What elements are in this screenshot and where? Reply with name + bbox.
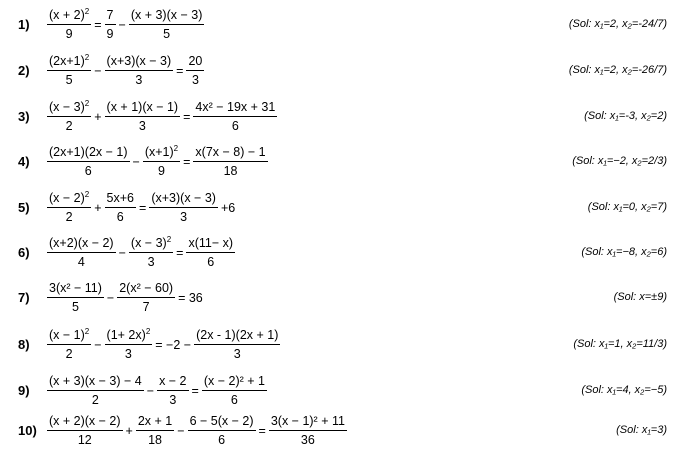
exercise-number: 2)	[18, 63, 30, 78]
operator: +	[94, 200, 102, 215]
operator: =	[183, 109, 191, 124]
operator: = −2 −	[155, 337, 192, 352]
equation	[46, 99, 278, 135]
denominator: 5	[65, 73, 73, 87]
exponent: 2	[84, 327, 90, 336]
numerator	[47, 145, 130, 162]
numerator-text: (x + 3)(x − 3) − 4	[49, 374, 142, 388]
fraction	[149, 191, 218, 225]
numerator-text: 20	[188, 54, 203, 68]
operator: =	[258, 423, 266, 438]
denominator: 2	[65, 210, 73, 224]
solution-text: (Sol: x₁=0, x₂=7)	[587, 201, 667, 213]
fraction	[157, 374, 188, 408]
numerator-text: (x+1)	[144, 145, 174, 159]
fraction	[105, 8, 116, 42]
denominator: 18	[148, 433, 163, 447]
solution-text: (Sol: x₁=4, x₂=−5)	[581, 384, 667, 396]
fraction	[47, 8, 91, 42]
denominator: 36	[300, 433, 315, 447]
denominator: 3	[138, 119, 146, 133]
numerator	[47, 414, 123, 431]
exercise-row	[0, 371, 693, 411]
fraction	[105, 328, 153, 362]
equation	[46, 413, 348, 449]
fraction	[105, 54, 174, 88]
operator: =	[139, 200, 147, 215]
exercise-number: 10)	[18, 423, 37, 438]
exercise-number: 9)	[18, 383, 30, 398]
numerator-text: (2x+1)(2x − 1)	[49, 145, 128, 159]
numerator	[47, 281, 104, 298]
operator: −	[177, 423, 185, 438]
numerator	[47, 374, 144, 391]
denominator: 3	[124, 347, 132, 361]
numerator	[143, 145, 180, 162]
fraction	[186, 236, 235, 270]
denominator: 6	[207, 255, 215, 269]
fraction	[47, 100, 91, 134]
numerator-text: 3(x² − 11)	[49, 281, 102, 295]
numerator-text: 6 − 5(x − 2)	[189, 414, 254, 428]
fraction	[129, 236, 173, 270]
fraction	[143, 145, 180, 179]
fraction	[105, 191, 136, 225]
denominator: 9	[106, 27, 114, 41]
operator: =	[183, 154, 191, 169]
solution-text: (Sol: x₁=−8, x₂=6)	[581, 246, 667, 258]
exercise-row	[0, 233, 693, 273]
numerator	[105, 54, 174, 71]
exponent: 2	[145, 327, 151, 336]
numerator	[129, 236, 173, 253]
numerator	[105, 100, 181, 117]
numerator	[47, 54, 91, 71]
fraction	[47, 281, 104, 315]
numerator-text: (x − 3)	[130, 236, 167, 250]
equation	[46, 235, 236, 271]
numerator	[47, 8, 91, 25]
solution-text: (Sol: x₁=1, x₂=11/3)	[573, 338, 667, 350]
operator: =	[176, 63, 184, 78]
denominator: 2	[65, 347, 73, 361]
exponent: 2	[84, 7, 90, 16]
equation	[46, 190, 237, 226]
denominator: 18	[223, 164, 238, 178]
fraction	[47, 236, 116, 270]
denominator: 9	[65, 27, 73, 41]
operator: +	[94, 109, 102, 124]
numerator	[105, 8, 116, 25]
numerator-text: (x − 3)	[49, 100, 85, 114]
fraction	[193, 145, 267, 179]
operator: −	[106, 290, 115, 305]
exercise-row	[0, 142, 693, 182]
numerator-text: (x + 1)(x − 1)	[106, 100, 179, 114]
numerator-text: (1+ 2x)	[106, 328, 146, 342]
fraction	[117, 281, 175, 315]
numerator-text: 2x + 1	[137, 414, 173, 428]
numerator	[193, 100, 277, 117]
equation	[46, 327, 281, 363]
fraction	[194, 328, 280, 362]
denominator: 12	[77, 433, 92, 447]
exercise-number: 4)	[18, 154, 30, 169]
numerator	[47, 236, 116, 253]
operator: −	[146, 383, 155, 398]
denominator: 7	[142, 300, 150, 314]
fraction	[47, 145, 130, 179]
exercise-number: 1)	[18, 17, 30, 32]
numerator	[157, 374, 188, 391]
fraction	[186, 54, 204, 88]
numerator-text: (x + 3)(x − 3)	[130, 8, 203, 22]
numerator-text: (x − 2)² + 1	[203, 374, 265, 388]
equation	[46, 280, 205, 316]
operator: +	[125, 423, 133, 438]
operator: −	[94, 63, 102, 78]
exercise-row	[0, 5, 693, 45]
numerator-text: (x+3)(x − 3)	[151, 191, 216, 205]
fraction	[105, 100, 181, 134]
numerator	[47, 191, 91, 208]
denominator: 6	[218, 433, 226, 447]
exercise-number: 8)	[18, 337, 30, 352]
numerator	[186, 54, 204, 71]
denominator: 5	[163, 27, 171, 41]
operator: =	[94, 17, 102, 32]
solution-text: (Sol: x₁=-3, x₂=2)	[584, 110, 667, 122]
operator: =	[191, 383, 199, 398]
exercise-number: 5)	[18, 200, 30, 215]
denominator: 2	[91, 393, 99, 407]
operator: =	[176, 245, 184, 260]
numerator-text: (x + 2)	[49, 8, 85, 22]
numerator	[117, 281, 175, 298]
fraction	[47, 191, 91, 225]
numerator	[186, 236, 235, 253]
equation	[46, 53, 205, 89]
denominator: 3	[180, 210, 188, 224]
operator: = 36	[178, 290, 203, 305]
equation	[46, 373, 268, 409]
numerator	[47, 328, 91, 345]
denominator: 9	[157, 164, 165, 178]
fraction	[193, 100, 277, 134]
solution-text: (Sol: x₁=−2, x₂=2/3)	[572, 155, 667, 167]
operator: −	[118, 245, 126, 260]
numerator	[269, 414, 347, 431]
exponent: 2	[173, 144, 179, 153]
numerator-text: 4x² − 19x + 31	[195, 100, 276, 114]
numerator-text: (x − 1)	[49, 328, 85, 342]
denominator: 6	[84, 164, 92, 178]
solution-text: (Sol: x₁=2, x₂=-24/7)	[568, 18, 667, 30]
operator: −	[132, 154, 140, 169]
denominator: 6	[116, 210, 124, 224]
fraction	[129, 8, 205, 42]
exponent: 2	[84, 99, 90, 108]
exercise-row	[0, 278, 693, 318]
numerator-text: 3(x − 1)² + 11	[270, 414, 345, 428]
exponent: 2	[166, 235, 172, 244]
numerator-text: x(7x − 8) − 1	[195, 145, 266, 159]
operator: −	[94, 337, 102, 352]
operator: −	[118, 17, 126, 32]
numerator-text: (x+2)(x − 2)	[49, 236, 114, 250]
numerator	[188, 414, 256, 431]
fraction	[188, 414, 256, 448]
exponent: 2	[84, 53, 90, 62]
denominator: 4	[77, 255, 85, 269]
numerator-text: (x + 2)(x − 2)	[49, 414, 121, 428]
denominator: 2	[65, 119, 73, 133]
fraction	[202, 374, 267, 408]
exercise-row	[0, 51, 693, 91]
denominator: 3	[233, 347, 241, 361]
numerator	[105, 191, 136, 208]
numerator	[193, 145, 267, 162]
numerator-text: (x − 2)	[49, 191, 85, 205]
solution-text: (Sol: x=±9)	[613, 291, 667, 303]
exercise-number: 6)	[18, 245, 30, 260]
numerator-text: 5x+6	[106, 191, 135, 205]
fraction	[269, 414, 347, 448]
numerator	[47, 100, 91, 117]
denominator: 5	[71, 300, 79, 314]
numerator-text: (2x+1)	[49, 54, 85, 68]
numerator	[202, 374, 267, 391]
operator: +6	[220, 200, 236, 215]
exercise-row	[0, 97, 693, 137]
numerator	[194, 328, 280, 345]
numerator-text: 2(x² − 60)	[119, 281, 174, 295]
exercise-number: 3)	[18, 109, 30, 124]
fraction	[47, 374, 144, 408]
solution-text: (Sol: x₁=3)	[616, 424, 667, 436]
fraction	[47, 328, 91, 362]
exponent: 2	[84, 190, 90, 199]
numerator-text: (2x - 1)(2x + 1)	[196, 328, 279, 342]
denominator: 3	[169, 393, 177, 407]
exercise-row	[0, 325, 693, 365]
equation	[46, 144, 269, 180]
numerator-text: (x+3)(x − 3)	[106, 54, 172, 68]
exercise-row	[0, 411, 693, 451]
numerator-text: 7	[106, 8, 114, 22]
denominator: 3	[147, 255, 155, 269]
denominator: 6	[230, 393, 238, 407]
denominator: 6	[231, 119, 239, 133]
fraction	[47, 54, 91, 88]
numerator	[136, 414, 174, 431]
denominator: 3	[191, 73, 199, 87]
numerator-text: x − 2	[159, 374, 187, 388]
exercise-row	[0, 188, 693, 228]
numerator	[129, 8, 205, 25]
fraction	[136, 414, 174, 448]
fraction	[47, 414, 123, 448]
numerator	[105, 328, 153, 345]
denominator: 3	[135, 73, 143, 87]
equation	[46, 7, 205, 43]
exercise-number: 7)	[18, 290, 30, 305]
solution-text: (Sol: x₁=2, x₂=-26/7)	[568, 64, 667, 76]
numerator-text: x(11− x)	[188, 236, 234, 250]
numerator	[149, 191, 218, 208]
